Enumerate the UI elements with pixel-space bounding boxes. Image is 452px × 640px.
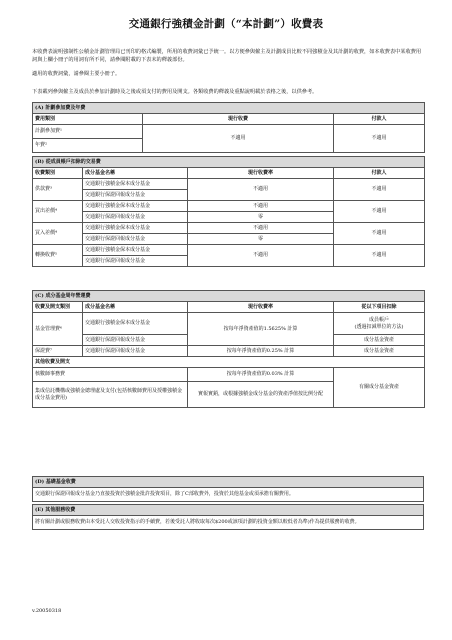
fund-guaranteed-return: 交通銀行保證回報成分基金 (83, 346, 188, 357)
member-account-text: 成員帳戶 (369, 317, 390, 323)
offer-spread-rate-2: 零 (188, 234, 334, 245)
section-d-text: 交通銀行保證回報成分基金乃直接投資於強積金批許投資項目，除了C部收費外，投資於其他基金或須承擔有關費用。 (33, 488, 424, 502)
col-deducted-from: 從以下項目扣除 (334, 302, 425, 313)
management-fee-rate: 按每年淨資產值的1.5625% 計算 (188, 313, 334, 346)
section-e-heading: (E) 其他服務收費 (33, 505, 424, 516)
section-e-table (32, 504, 424, 530)
fund-capital-preservation: 交通銀行強積金保本成分基金 (83, 313, 188, 335)
row-annual-fee: 年費² (33, 139, 143, 153)
section-d-heading: (D) 基礎基金收費 (33, 477, 424, 488)
auditor-fee-label: 核數師事務費 (33, 368, 188, 382)
fund-guaranteed-return: 交通銀行保證回報成分基金 (83, 335, 188, 346)
fund-guaranteed-return: 交通銀行保證回報成分基金 (83, 234, 188, 245)
joining-annual-fee-value: 不適用 (143, 125, 334, 153)
col-payer: 付款人 (334, 114, 425, 125)
section-c-table (32, 290, 425, 408)
bid-spread-rate-2: 零 (188, 212, 334, 223)
management-fee-deduction-b: 成分基金資產 (334, 335, 425, 346)
misc-expenses-rate: 實報實銷，或根據強積金成分基金的資產淨值按比例分配 (188, 382, 334, 408)
unit-deduction-text: (透過扣減單位的方法) (354, 323, 404, 330)
other-charges-deduction: 有關成分基金資產 (334, 368, 425, 408)
other-charges-heading: 其他收費及開支 (33, 357, 425, 368)
version-label: v.20050318 (32, 608, 62, 614)
charge-contribution: 供款費³ (33, 179, 83, 201)
fund-guaranteed-return: 交通銀行保證回報成分基金 (83, 256, 188, 267)
section-b-table (32, 156, 425, 267)
fund-guaranteed-return: 交通銀行保證回報成分基金 (83, 212, 188, 223)
col-fund-name: 成分基金名稱 (83, 302, 188, 313)
fund-capital-preservation: 交通銀行強積金保本成分基金 (83, 245, 188, 256)
col-current-rate: 現行收費率 (188, 168, 334, 179)
charge-guarantee-fee: 保證費⁷ (33, 346, 83, 357)
col-current-fee: 現行收費 (143, 114, 334, 125)
col-fund-name: 成分基金名稱 (83, 168, 188, 179)
contribution-payer: 不適用 (334, 179, 425, 201)
fund-capital-preservation: 交通銀行強積金保本成分基金 (83, 179, 188, 190)
contribution-rate: 不適用 (188, 179, 334, 201)
col-fee-type: 費用類別 (33, 114, 143, 125)
section-a-table (32, 102, 425, 153)
switching-payer: 不適用 (334, 245, 425, 267)
intro-paragraph-1: 本收費表說明強制性公積金計劃管理局已刊印的格式編製，所用的收費詞彙已予統一。以方便參與僱主及計劃成員比較不同強積金及其計劃的收費，如本收費表中某收費用詞與上欄小冊子的用詞有所不同，請參閱附載的下表末的釋義部份。 (32, 49, 422, 64)
fund-guaranteed-return: 交通銀行保證回報成分基金 (83, 190, 188, 201)
section-c-heading: (C) 成分基金周年營運費 (33, 291, 425, 302)
guarantee-fee-deduction: 成分基金資產 (334, 346, 425, 357)
intro-paragraph-2: 適用的收費詞彙，請參閱主要小冊子。 (32, 71, 121, 77)
section-d-table (32, 476, 424, 502)
col-charge-category: 收費及開支類別 (33, 302, 83, 313)
intro-paragraph-3: 下表載列參與僱主及成員於參加計劃時及之後或須支付的費用及開支。各類收費的釋義及重點說明載於表格之後，以供參考。 (32, 89, 318, 95)
switching-rate: 不適用 (188, 245, 334, 267)
fund-capital-preservation: 交通銀行強積金保本成分基金 (83, 223, 188, 234)
management-fee-deduction (334, 313, 425, 335)
section-b-heading: (B) 從成員帳戶扣除的交易費 (33, 157, 425, 168)
section-e-text: 將有關計劃或服務收費由本受託人交收投資指示的手續費，若後受託人將收取每次$200或該項計劃的投資金額以較低者為準)作為提供服務的收費。 (33, 516, 424, 530)
guarantee-fee-rate: 按每年淨資產值的0.25% 計算 (188, 346, 334, 357)
row-joining-fee: 計劃參加費¹ (33, 125, 143, 139)
charge-management-fee: 基金管理費⁶ (33, 313, 83, 346)
charge-switching: 轉換收費⁵ (33, 245, 83, 267)
col-charge-type: 收費類別 (33, 168, 83, 179)
joining-annual-payer-value: 不適用 (334, 125, 425, 153)
section-a-heading: (A) 計劃參加費及年費 (33, 103, 425, 114)
document-title: 交通銀行強積金計劃（“本計劃”）收費表 (128, 18, 324, 30)
col-payer: 付款人 (334, 168, 425, 179)
auditor-fee-rate: 按每年淨資產值的0.03% 計算 (188, 368, 334, 382)
fund-capital-preservation: 交通銀行強積金保本成分基金 (83, 201, 188, 212)
bid-spread-payer: 不適用 (334, 201, 425, 223)
charge-bid-spread: 買出差價⁴ (33, 201, 83, 223)
offer-spread-payer: 不適用 (334, 223, 425, 245)
misc-expenses-label: 集成信託機構或強積金總理處及支付(包括核數師費用及授權強積金成分基金費用) (33, 382, 188, 408)
bid-spread-rate-1: 不適用 (188, 201, 334, 212)
col-current-rate: 現行收費率 (188, 302, 334, 313)
offer-spread-rate-1: 不適用 (188, 223, 334, 234)
charge-offer-spread: 買入差價⁴ (33, 223, 83, 245)
